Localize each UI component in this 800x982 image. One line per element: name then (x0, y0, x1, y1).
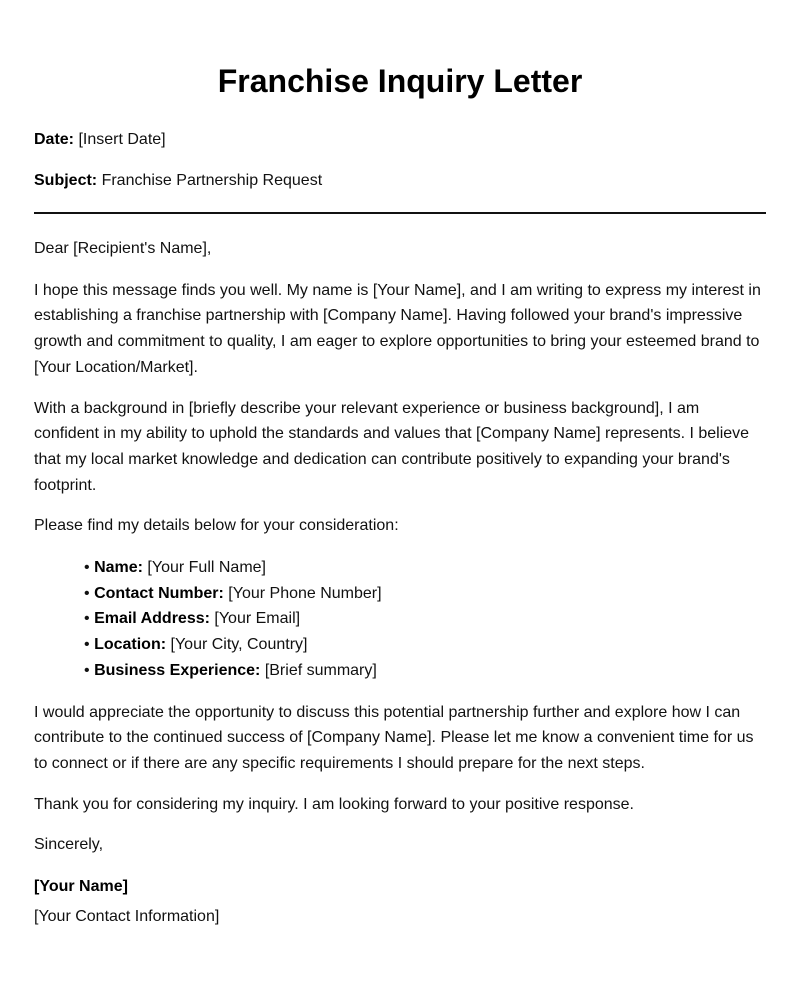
list-item (84, 555, 766, 581)
details-list (34, 555, 766, 684)
paragraph-details-intro: Please find my details below for your consideration: (34, 517, 399, 535)
signature-contact: [Your Contact Information] (34, 907, 220, 925)
date-label: Date: (34, 131, 75, 148)
salutation: Dear [Recipient's Name], (34, 240, 212, 257)
detail-label: Business Experience: (94, 661, 261, 679)
detail-value: [Your City, Country] (170, 636, 308, 654)
detail-value: [Your Full Name] (147, 559, 266, 577)
paragraph-request: I would appreciate the opportunity to discuss this potential partnership further and explore how I can contribute to the continued success of [Company Name]. Please let me know a convenient time for us to connect or if there are any specific requirements I should prepare for the next steps. (34, 703, 754, 772)
detail-label: Contact Number: (94, 584, 224, 602)
date-value: [Insert Date] (78, 131, 166, 148)
paragraph-intro: I hope this message finds you well. My name is [Your Name], and I am writing to express my interest in establishing a franchise partnership with [Company Name]. Having followed your brand's impressive growth and commitment to quality, I am eager to explore opportunities to bring your esteemed brand to [Your Location/Market]. (34, 281, 761, 376)
bullet: • (84, 636, 90, 654)
detail-label: Name: (94, 559, 143, 577)
list-item (84, 581, 766, 607)
signature-name: [Your Name] (34, 878, 128, 896)
list-item (84, 606, 766, 632)
detail-value: [Your Email] (214, 610, 301, 628)
bullet: • (84, 559, 90, 577)
detail-label: Location: (94, 636, 167, 654)
page-title: Franchise Inquiry Letter (217, 63, 583, 99)
paragraph-thanks: Thank you for considering my inquiry. I am looking forward to your positive response. (34, 795, 634, 813)
closing: Sincerely, (34, 836, 104, 854)
bullet: • (84, 610, 90, 628)
paragraph-background: With a background in [briefly describe your relevant experience or business background], I am confident in my ability to uphold the standards and values that [Company Name] represents. I believe that my local market knowledge and dedication can contribute positively to expanding your brand's footprint. (34, 399, 750, 494)
subject-value: Franchise Partnership Request (101, 172, 323, 189)
detail-label: Email Address: (94, 610, 210, 628)
bullet: • (84, 584, 90, 602)
subject-line (34, 170, 766, 192)
detail-value: [Brief summary] (264, 661, 377, 679)
list-item (84, 632, 766, 658)
divider (34, 212, 766, 214)
subject-label: Subject: (34, 172, 98, 189)
detail-value: [Your Phone Number] (228, 584, 382, 602)
date-line (34, 129, 766, 151)
list-item (84, 658, 766, 684)
bullet: • (84, 661, 90, 679)
